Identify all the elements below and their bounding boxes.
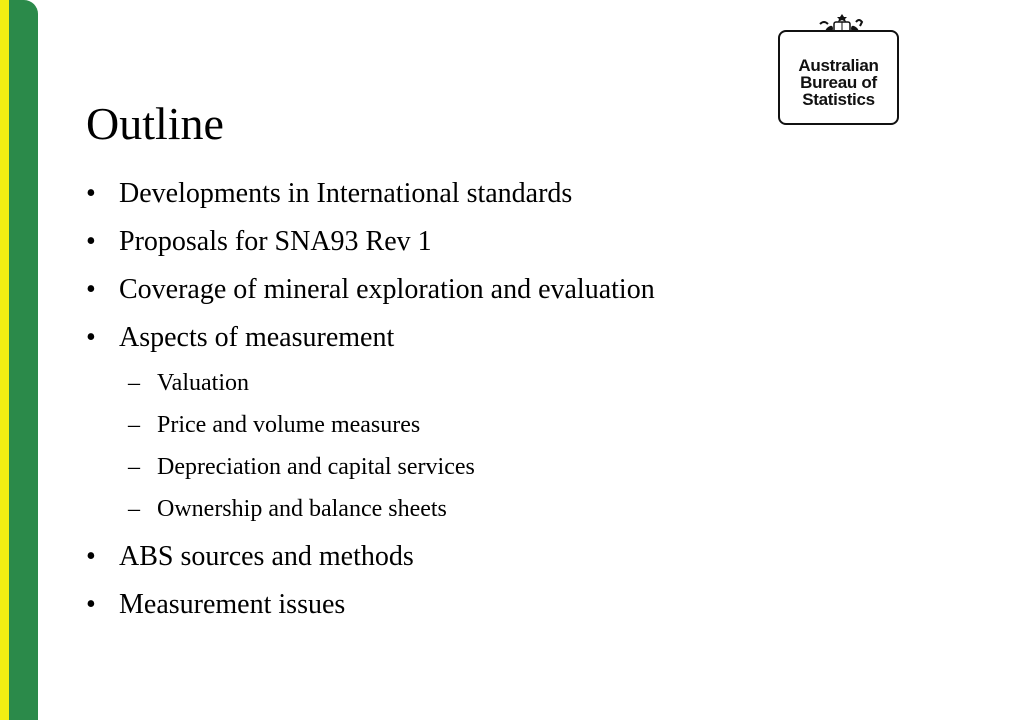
logo-line-2: Bureau of bbox=[800, 73, 877, 92]
slide-title: Outline bbox=[86, 98, 224, 149]
bullet-icon: • bbox=[86, 178, 96, 209]
logo-line-3: Statistics bbox=[802, 90, 875, 109]
list-item bbox=[86, 218, 966, 266]
list-item-text: Coverage of mineral exploration and evaluation bbox=[119, 274, 655, 305]
bullet-icon: • bbox=[86, 541, 96, 572]
dash-icon: – bbox=[128, 496, 140, 522]
bullet-icon: • bbox=[86, 274, 96, 305]
sub-list-item-text: Ownership and balance sheets bbox=[157, 496, 447, 522]
sub-list-item bbox=[86, 446, 966, 488]
list-item bbox=[86, 170, 966, 218]
bullet-icon: • bbox=[86, 322, 96, 353]
side-stripe-green bbox=[9, 0, 38, 720]
list-item-text: Proposals for SNA93 Rev 1 bbox=[119, 226, 432, 257]
bullet-icon: • bbox=[86, 589, 96, 620]
list-item-text: ABS sources and methods bbox=[119, 541, 414, 572]
abs-logo bbox=[778, 30, 899, 125]
sub-list-item-text: Depreciation and capital services bbox=[157, 454, 475, 480]
sub-list-item bbox=[86, 362, 966, 404]
dash-icon: – bbox=[128, 370, 140, 396]
list-item-text: Developments in International standards bbox=[119, 178, 573, 209]
sub-list-item-text: Valuation bbox=[157, 370, 249, 396]
logo-wordmark bbox=[780, 57, 897, 108]
sub-list-item bbox=[86, 404, 966, 446]
logo-line-1: Australian bbox=[798, 56, 879, 75]
dash-icon: – bbox=[128, 454, 140, 480]
list-item bbox=[86, 581, 966, 629]
list-item bbox=[86, 266, 966, 314]
outline-list bbox=[86, 170, 966, 629]
bullet-icon: • bbox=[86, 226, 96, 257]
list-item-text: Measurement issues bbox=[119, 589, 346, 620]
sub-list-item bbox=[86, 488, 966, 530]
dash-icon: – bbox=[128, 412, 140, 438]
list-item bbox=[86, 314, 966, 362]
list-item bbox=[86, 533, 966, 581]
list-item-text: Aspects of measurement bbox=[119, 322, 395, 353]
sub-list-item-text: Price and volume measures bbox=[157, 412, 421, 438]
